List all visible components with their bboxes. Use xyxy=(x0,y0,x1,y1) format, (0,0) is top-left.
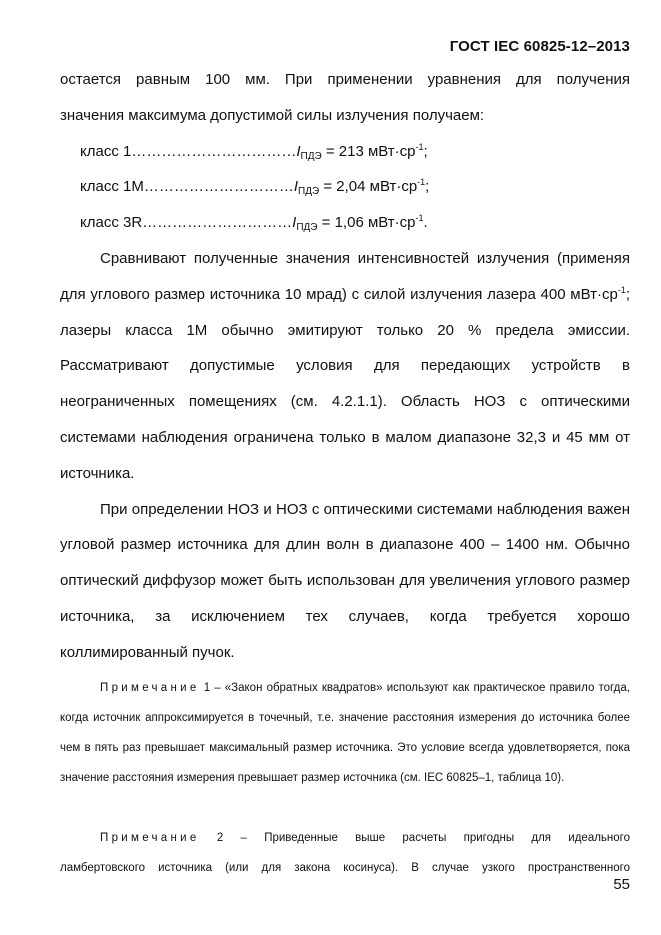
note-2 xyxy=(60,823,630,883)
paragraph-angular-size: При определении НОЗ и НОЗ с оптическими системами наблюдения важен угловой размер источника для длин волн в диапазоне 400 – 1400 нм. Обычно оптический диффузор может быть использован для увеличения углового размер источника, за исключением тех случаев, когда требуется хорошо коллимированный пучок. xyxy=(60,500,630,661)
paragraph-line: значения максимума допустимой силы излучения получаем: xyxy=(60,106,485,124)
note-text: ламбертовского источника (или для закона косинуса). В случае узкого пространственного xyxy=(60,862,630,874)
note-label: Примечание xyxy=(100,682,200,694)
page-number: 55 xyxy=(613,876,630,893)
main-text xyxy=(60,62,630,671)
class-row-3r: класс $3R\dots\dots\dots\dots\dots\dots\dots\dots\dots\dots I_{ПДЭ} = 1,06$ $мВт\cdot ср^{-1}$. xyxy=(80,213,428,234)
note-text: 2 – Приведенные выше расчеты пригодны для идеального xyxy=(199,832,630,844)
note-text: 1 – «Закон обратных квадратов» используют как практическое правило тогда, когда источник аппроксимируется в точечный, т.е. значение расстояния измерения до источника более чем в пять раз превышает максимальный размер источника. Это условие всегда удовлетворяется, пока значение расстояния измерения превышает размер источника (см. IEC 60825–1, таблица 10). xyxy=(60,682,630,784)
note-1 xyxy=(60,673,630,793)
class-row-1: класс $1\dots\dots\dots\dots\dots\dots\dots\dots\dots\dots\dots I_{ПДЭ} = 213$ $мВт\cdot ср^{-1}$; xyxy=(80,141,428,162)
document-header: ГОСТ IEC 60825-12–2013 xyxy=(449,38,630,55)
paragraph-line: остается равным 100 мм. При применении уравнения для получения xyxy=(60,71,630,88)
note-label: Примечание xyxy=(100,832,200,844)
class-row-1m: класс $1М\dots\dots\dots\dots\dots\dots\dots\dots\dots\dots I_{ПДЭ} = 2,04$ $мВт\cdot ср^{-1}$; xyxy=(80,177,430,198)
paragraph-comparison: Сравнивают полученные значения интенсивностей излучения (применяя для углового размер источника 10 мрад) с силой излучения лазера 400 $мВт\cdot ср^{-1}$; лазеры класса 1М обычно эмитируют только 20 % предела эмиссии. Рассматривают допустимые условия для передающих устройств в неограниченных помещениях (см. 4.2.1.1). Область НОЗ с оптическими системами наблюдения ограничена только в малом диапазоне 32,3 и 45 мм от источника. xyxy=(60,249,630,482)
